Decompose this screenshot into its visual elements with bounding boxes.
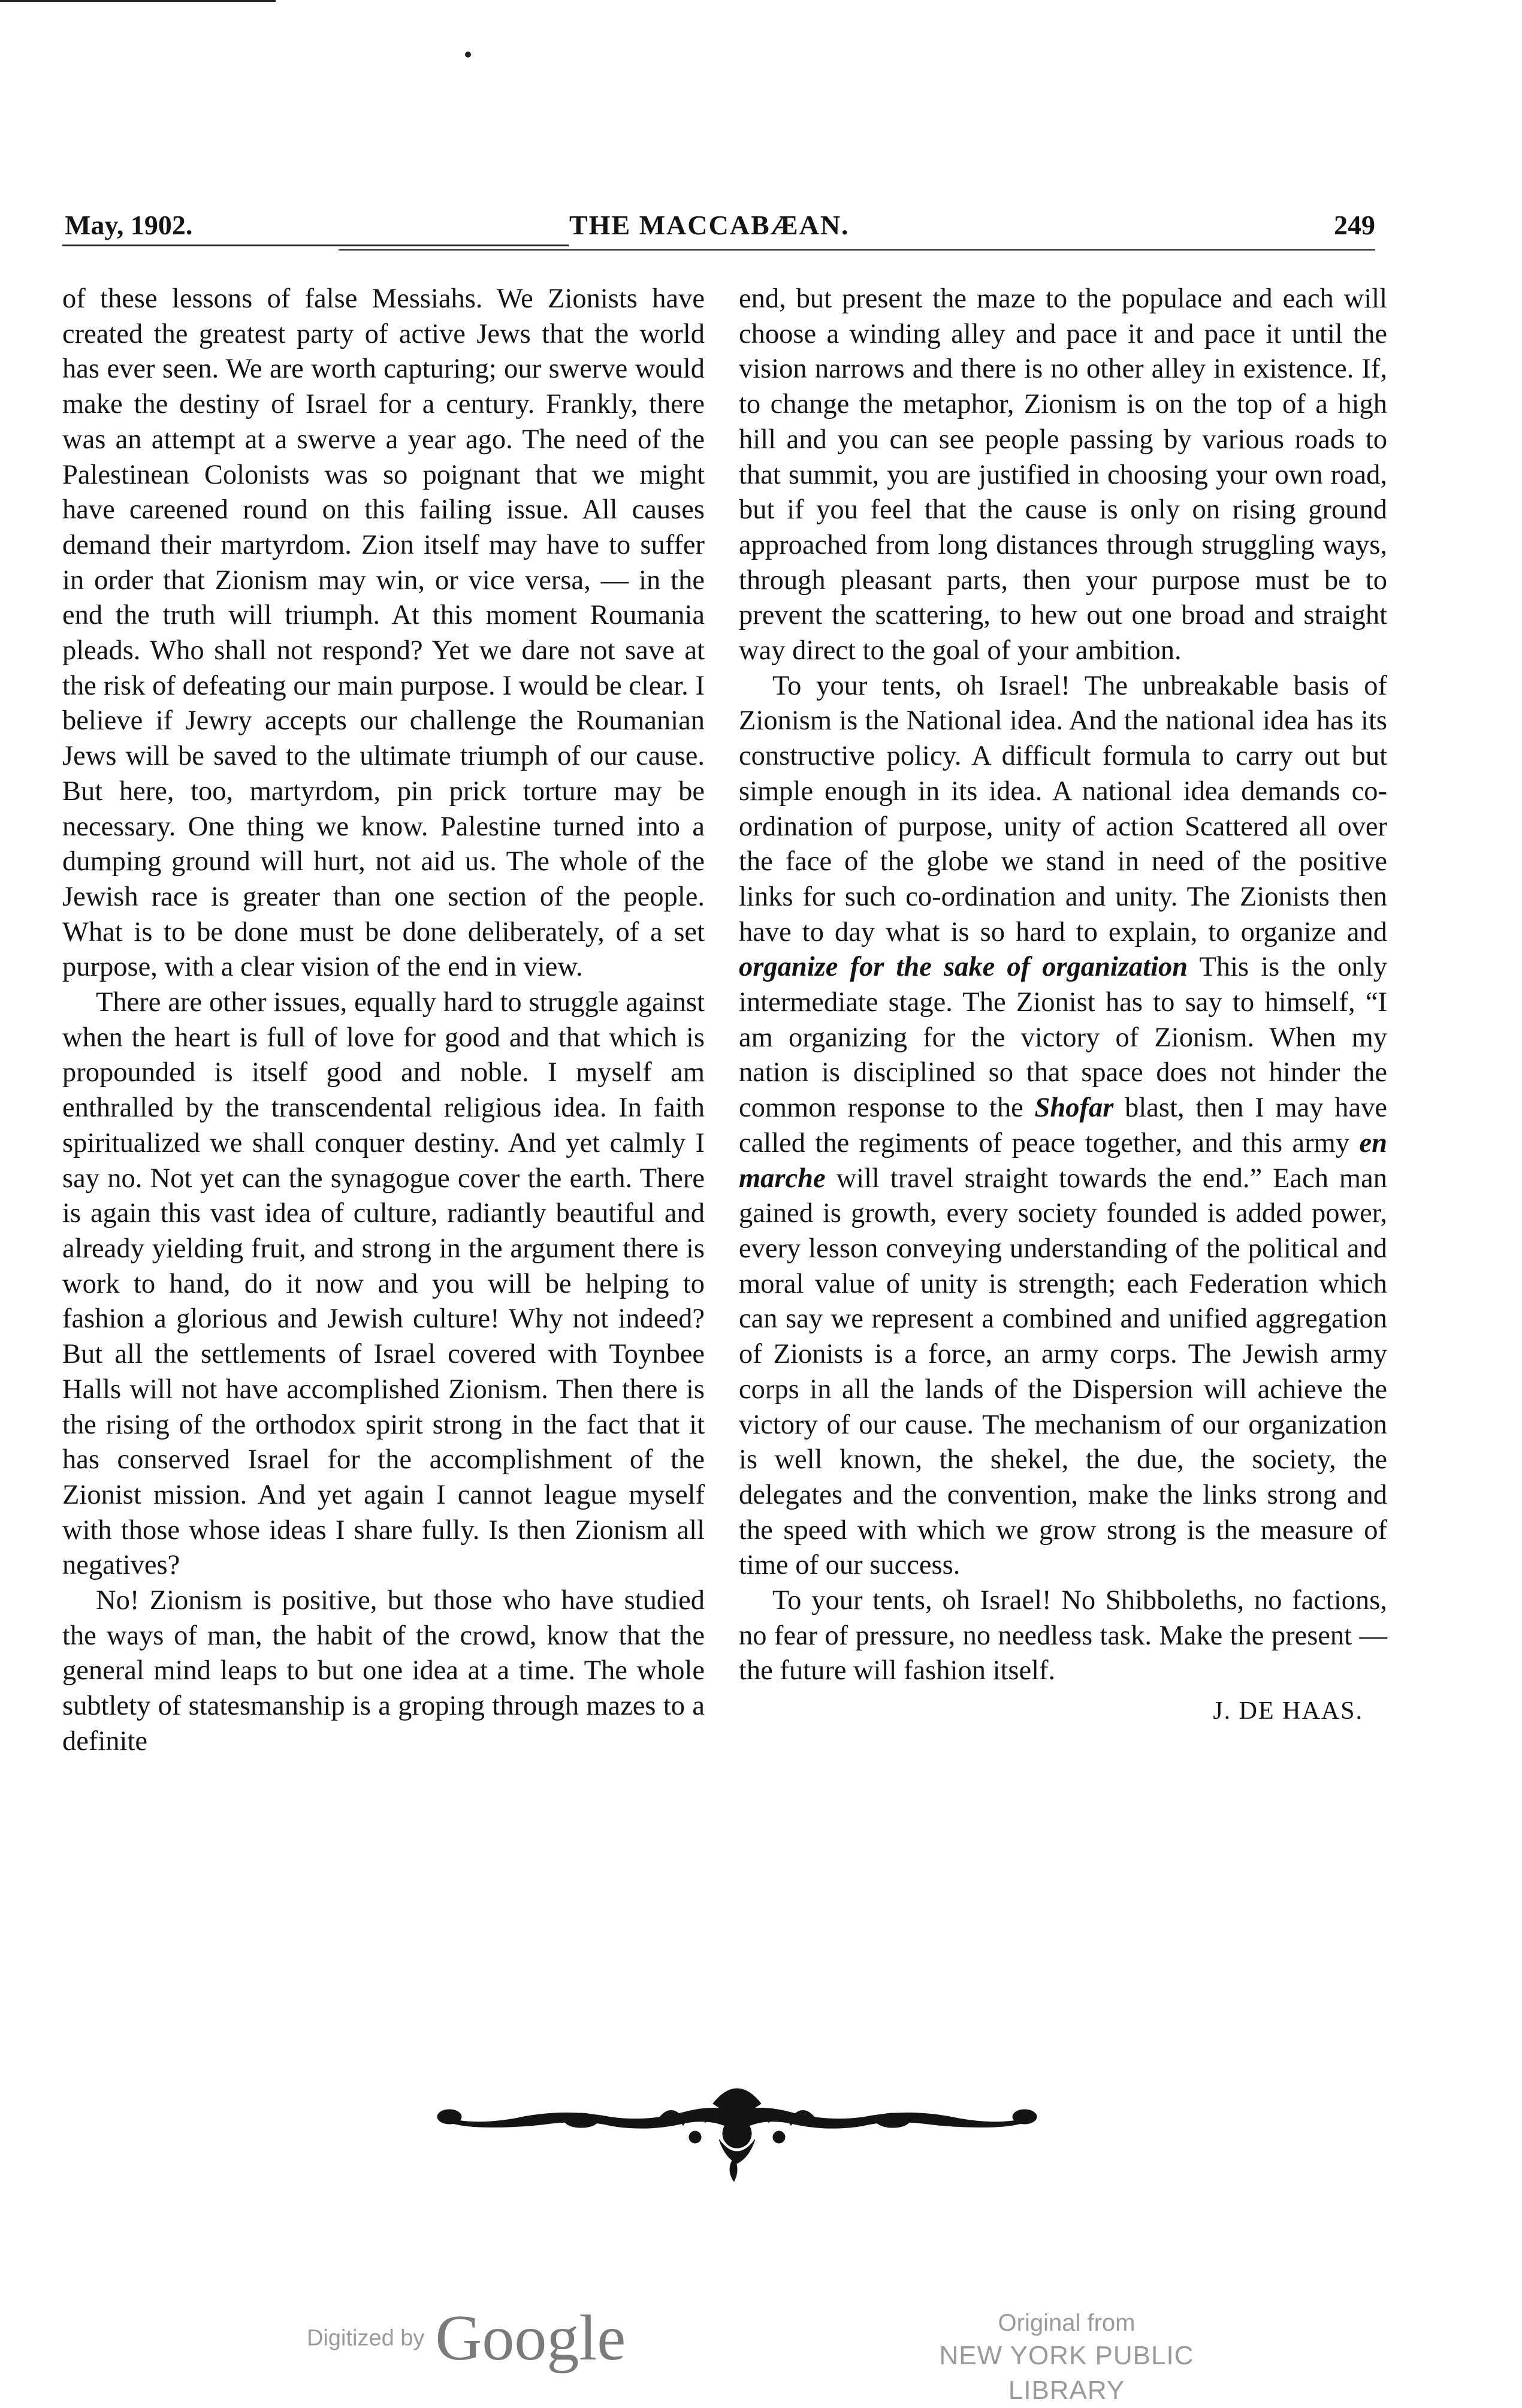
running-head — [60, 201, 1375, 249]
digitized-label: Digitized by — [307, 2325, 425, 2351]
original-from-label: Original from — [998, 2310, 1136, 2336]
header-date: May, 1902. — [65, 210, 193, 240]
left-paragraph-3: No! Zionism is positive, but those who have studied the ways of man, the habit of the crowd, know that the general mind leaps to but one idea at a time. The whole subtlety of statesmanship is a groping through mazes to a definite — [62, 1585, 705, 1757]
journal-title: THE MACCABÆAN. — [569, 210, 850, 240]
right-column — [739, 282, 1387, 1729]
header-rule-right — [339, 249, 1375, 251]
right-paragraph-2 — [739, 669, 1387, 1583]
right-paragraph-2-part-b: This is the only intermediate stage. The Zionist has to say to himself, “I am organizing for the victory of Zionism. When my nation is disciplined so that space does not hinder the common response to the — [739, 952, 1387, 1124]
left-paragraph-2: There are other issues, equally hard to struggle against when the heart is full of love for good and that which is propounded is itself good and noble. I myself am enthralled by the transcendental religious idea. In faith spiritualized we shall conquer destiny. And yet calmly I say no. Not yet can the synagogue cover the earth. There is again this vast idea of culture, radiantly beautiful and already yielding fruit, and strong in the argument there is work to hand, do it now and you will be helping to fashion a glorious and Jewish culture! Why not indeed? But all the settlements of Israel covered with Toynbee Halls will not have accomplished Zionism. Then there is the rising of the orthodox spirit strong in the fact that it has conserved Israel for the accomplishment of the Zionist mission. And yet again I cannot league myself with those whose ideas I share fully. Is then Zionism all negatives? — [62, 987, 705, 1581]
right-paragraph-2-part-d: will travel straight towards the end.” Each man gained is growth, every society founded is added power, every lesson conveying understanding of the political and moral value of unity is strength; each Federation which can say we represent a combined and unified aggregation of Zionists is a force, an army corps. The Jewish army corps in all the lands of the Dispersion will achieve the victory of our cause. The mechanism of our organization is well known, the shekel, the due, the society, the delegates and the convention, make the links strong and the speed with which we grow strong is the measure of time of our success. — [739, 1163, 1387, 1581]
right-paragraph-1: end, but present the maze to the populace and each will choose a winding alley and pace it and pace it until the vision narrows and there is no other alley in existence. If, to change the metaphor, Zionism is on the top of a high hill and you can see people passing by various roads to that summit, you are justified in choosing your own road, but if you feel that the cause is only on rising ground approached from long distances through struggling ways, through pleasant parts, then your purpose must be to prevent the scattering, to hew out one broad and straight way direct to the goal of your ambition. — [739, 283, 1387, 666]
right-paragraph-2-part-a: To your tents, oh Israel! The unbreakable basis of Zionism is the National idea. And the national idea has its constructive policy. A difficult formula to carry out but simple enough in its idea. A national idea demands co-ordination of purpose, unity of action Scattered all over the face of the globe we stand in need of the positive links for such co-ordination and unity. The Zionists then have to day what is so hard to explain, to organize and — [739, 670, 1387, 947]
italic-phrase-en-marche: en marche — [739, 1127, 1387, 1194]
left-column — [62, 282, 705, 1760]
italic-word-shofar: Shofar — [1034, 1093, 1114, 1124]
right-paragraph-2-part-c: blast, then I may have called the regiments of peace together, and this army — [739, 1093, 1388, 1158]
top-edge-rule — [0, 0, 276, 2]
page-number: 249 — [1334, 210, 1375, 240]
left-paragraph-1: of these lessons of false Messiahs. We Zionists have created the greatest party of active Jews that the world has ever seen. We are worth capturing; our swerve would make the destiny of Israel for a century. Frankly, there was an attempt at a swerve a year ago. The need of the Palestinean Colonists was so poignant that we might have careened round on this failing issue. All causes demand their martyrdom. Zion itself may have to suffer in order that Zionism may win, or vice versa, — in the end the truth will triumph. At this moment Roumania pleads. Who shall not respond? Yet we dare not save at the risk of defeating our main purpose. I would be clear. I believe if Jewry accepts our challenge the Roumanian Jews will be saved to the ultimate triumph of our cause. But here, too, martyrdom, pin prick torture may be necessary. One thing we know. Palestine turned into a dumping ground will hurt, not aid us. The whole of the Jewish race is greater than one section of the people. What is to be done must be done deliberately, of a set purpose, with a clear vision of the end in view. — [62, 283, 705, 983]
right-paragraph-3: To your tents, oh Israel! No Shibboleths, no factions, no fear of pressure, no needless task. Make the present — the future will fashion itself. — [739, 1585, 1387, 1686]
decorative-scroll-ornament-icon — [431, 2068, 1043, 2187]
digitizer-logo: Google — [435, 2303, 626, 2374]
header-rule-left — [62, 245, 569, 246]
italic-phrase-organize: organize for the sake of organization — [739, 952, 1188, 983]
author-signature: J. DE HAAS. — [1213, 1697, 1363, 1725]
digitized-by-watermark — [307, 2301, 626, 2374]
ink-speck — [465, 52, 471, 58]
library-name: NEW YORK PUBLIC LIBRARY — [939, 2341, 1194, 2405]
original-source-watermark — [887, 2307, 1246, 2408]
